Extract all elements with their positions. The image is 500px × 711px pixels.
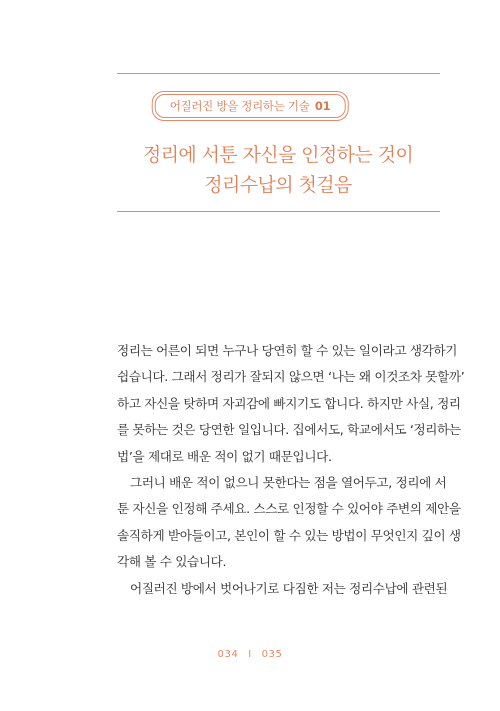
body-line: 정리는 어른이 되면 누구나 당연히 할 수 있는 일이라고 생각하기 xyxy=(117,343,458,358)
page-number-right: 035 xyxy=(261,649,283,660)
body-line: 를 못하는 것은 당연한 일입니다. 집에서도, 학교에서도 ‘정리하는 xyxy=(117,422,461,438)
body-line: 법’을 제대로 배운 적이 없기 때문입니다. xyxy=(117,448,332,464)
page-number-left: 034 xyxy=(217,649,239,660)
section-title-line-2: 정리수납의 첫걸음 xyxy=(204,174,352,196)
section-title-line-1: 정리에 서툰 자신을 인정하는 것이 xyxy=(142,144,414,166)
body-text xyxy=(117,338,465,602)
body-line: 쉽습니다. 그래서 정리가 잘되지 않으면 ‘나는 왜 이것조차 못할까’ xyxy=(117,369,465,385)
top-divider xyxy=(117,73,440,74)
chapter-badge xyxy=(152,91,349,121)
chapter-badge-number: 01 xyxy=(314,99,331,113)
body-line: 각해 볼 수 있습니다. xyxy=(117,554,227,570)
body-line: 어질러진 방에서 벗어나기로 다짐한 저는 정리수납에 관련된 xyxy=(130,580,448,596)
chapter-badge-inner xyxy=(155,94,346,118)
body-line: 하고 자신을 탓하며 자괴감에 빠지기도 합니다. 하지만 사실, 정리 xyxy=(117,395,461,411)
chapter-badge-label: 어질러진 방을 정리하는 기술 xyxy=(169,99,310,113)
bottom-divider xyxy=(117,211,440,212)
page-number-separator: I xyxy=(248,649,252,660)
body-line: 솔직하게 받아들이고, 본인이 할 수 있는 방법이 무엇인지 깊이 생 xyxy=(117,527,461,543)
body-line: 그러니 배운 적이 없으니 못한다는 점을 열어두고, 정리에 서 xyxy=(130,474,447,490)
body-line: 툰 자신을 인정해 주세요. 스스로 인정할 수 있어야 주변의 제안을 xyxy=(117,501,461,517)
section-title xyxy=(100,140,456,200)
page-numbers xyxy=(0,649,500,660)
